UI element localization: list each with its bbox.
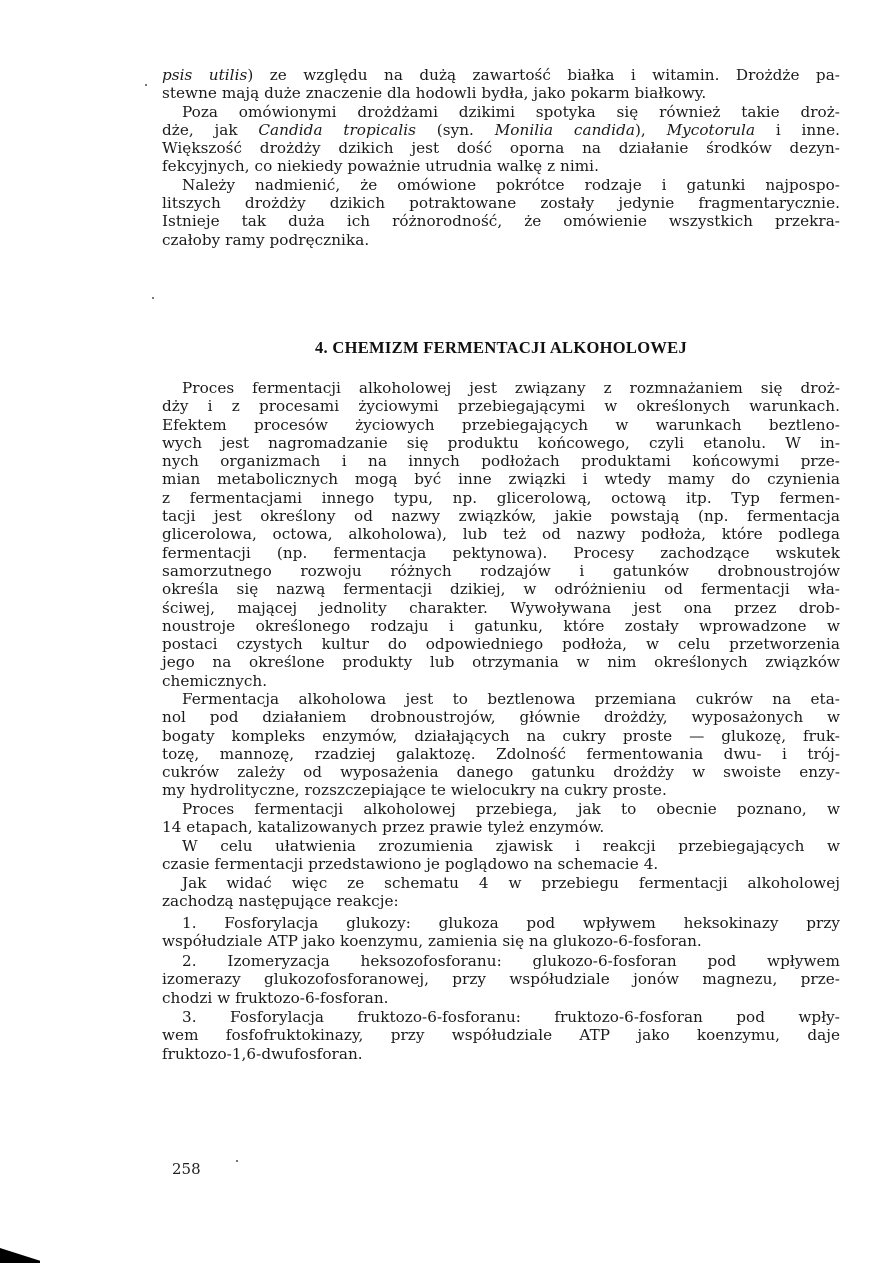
text-line: Proces fermentacji alkoholowej przebiega, jak to obecnie poznano, w [182, 800, 840, 818]
text-line: mian metabolicznych mogą być inne związki i wtedy mamy do czynienia [162, 470, 840, 489]
text-line: Fermentacja alkoholowa jest to beztlenowa przemiana cukrów na eta- [182, 690, 840, 708]
text-fragment: ), [634, 120, 667, 139]
reaction-item-3 [162, 1008, 840, 1063]
species-name-italic: Candida tropicalis [258, 120, 416, 139]
species-name-italic: Mycotorula [666, 120, 756, 139]
intro-paragraph-3 [162, 176, 840, 249]
section-paragraph-2 [162, 690, 840, 800]
text-line: izomerazy glukozofosforanowej, przy współudziale jonów magnezu, prze- [162, 970, 840, 989]
intro-paragraph-2 [162, 103, 840, 176]
text-line: współudziale ATP jako koenzymu, zamienia się na glukozo-6-fosforan. [162, 932, 702, 951]
text-line: tozę, mannozę, rzadziej galaktozę. Zdolność fermentowania dwu- i trój- [162, 744, 840, 763]
text-line: cukrów zależy od wyposażenia danego gatunku drożdży w swoiste enzy- [162, 763, 840, 782]
text-line: glicerolowa, octowa, alkoholowa), lub też od nazwy podłoża, które podlega [162, 525, 840, 544]
text-line: chodzi w fruktozo-6-fosforan. [162, 988, 389, 1007]
text-line: bogaty kompleks enzymów, działających na cukry proste — glukozę, fruk- [162, 726, 840, 745]
text-line: Należy nadmienić, że omówione pokrótce rodzaje i gatunki najpospo- [182, 175, 840, 194]
text-line: z fermentacjami innego typu, np. glicerolową, octową itp. Typ fermen- [162, 488, 840, 507]
text-line: W celu ułatwienia zrozumienia zjawisk i reakcji przebiegających w [182, 837, 840, 855]
text-line: wem fosfofruktokinazy, przy współudziale ATP jako koenzymu, daje [162, 1026, 840, 1045]
text-line: litszych drożdży dzikich potraktowane zostały jedynie fragmentarycznie. [162, 194, 840, 213]
section-heading: 4. CHEMIZM FERMENTACJI ALKOHOLOWEJ [315, 338, 687, 357]
section-paragraph-4 [162, 837, 840, 874]
text-line: fekcyjnych, co niekiedy poważnie utrudnia walkę z nimi. [162, 157, 599, 176]
text-line [162, 66, 840, 84]
text-line: fruktozo-1,6-dwufosforan. [162, 1044, 363, 1063]
text-line [162, 121, 840, 139]
text-line: jego na określone produkty lub otrzymania w nim określonych związków [162, 653, 840, 672]
text-line: samorzutnego rozwoju różnych rodzajów i gatunków drobnoustrojów [162, 561, 840, 580]
text-line: fermentacji (np. fermentacja pektynowa). Procesy zachodzące wskutek [162, 543, 840, 562]
scan-speck [236, 1160, 238, 1162]
scan-edge-mark [0, 1248, 40, 1263]
text-line: noustroje określonego rodzaju i gatunku, które zostały wprowadzone w [162, 616, 840, 635]
reaction-item-1 [162, 914, 840, 951]
text-line: Jak widać więc ze schematu 4 w przebiegu fermentacji alkoholowej [182, 874, 840, 892]
intro-paragraph-1 [162, 66, 840, 103]
scan-speck [145, 84, 147, 86]
text-line: zachodzą następujące reakcje: [162, 892, 399, 911]
text-line: 3. Fosforylacja fruktozo-6-fosforanu: fruktozo-6-fosforan pod wpły- [182, 1008, 840, 1026]
text-line: czasie fermentacji przedstawiono je poglądowo na schemacie 4. [162, 855, 659, 874]
text-fragment: dże, jak [162, 120, 259, 139]
text-line: czałoby ramy podręcznika. [162, 230, 370, 249]
text-line: stewne mają duże znaczenie dla hodowli bydła, jako pokarm białkowy. [162, 84, 707, 103]
species-name-italic: Monilia candida [494, 120, 635, 139]
text-line: wych jest nagromadzanie się produktu końcowego, czyli etanolu. W in- [162, 433, 840, 452]
scan-speck [152, 297, 154, 299]
species-name-italic: psis utilis [162, 66, 248, 84]
text-line: postaci czystych kultur do odpowiedniego podłoża, w celu przetworzenia [162, 635, 840, 654]
section-paragraph-5 [162, 874, 840, 911]
text-line: nol pod działaniem drobnoustrojów, głównie drożdży, wyposażonych w [162, 708, 840, 727]
text-line: 2. Izomeryzacja heksozofosforanu: glukozo-6-fosforan pod wpływem [182, 952, 840, 970]
text-line: 1. Fosforylacja glukozy: glukoza pod wpływem heksokinazy przy [182, 914, 840, 932]
text-fragment: i inne. [755, 120, 840, 139]
text-line: ściwej, mającej jednolity charakter. Wywoływana jest ona przez drob- [162, 598, 840, 617]
text-fragment: ) ze względu na dużą zawartość białka i witamin. Drożdże pa- [247, 66, 840, 84]
text-line: Większość drożdży dzikich jest dość oporna na działanie środków dezyn- [162, 139, 840, 158]
page-number: 258 [172, 1160, 201, 1178]
text-line: nych organizmach i na innych podłożach produktami końcowymi prze- [162, 452, 840, 471]
text-line: określa się nazwą fermentacji dzikiej, w odróżnieniu od fermentacji wła- [162, 580, 840, 599]
reaction-item-2 [162, 952, 840, 1007]
text-line: Efektem procesów życiowych przebiegających w warunkach beztleno- [162, 415, 840, 434]
text-line: my hydrolityczne, rozszczepiające te wielocukry na cukry proste. [162, 781, 667, 800]
text-line: chemicznych. [162, 671, 268, 690]
text-line: tacji jest określony od nazwy związków, jakie powstają (np. fermentacja [162, 507, 840, 526]
text-line: Istnieje tak duża ich różnorodność, że omówienie wszystkich przekra- [162, 212, 840, 231]
text-line: dży i z procesami życiowymi przebiegającymi w określonych warunkach. [162, 397, 840, 416]
text-line: Poza omówionymi drożdżami dzikimi spotyka się również takie droż- [182, 102, 840, 121]
text-line: 14 etapach, katalizowanych przez prawie tyleż enzymów. [162, 818, 605, 837]
section-paragraph-3 [162, 800, 840, 837]
section-paragraph-1 [162, 379, 840, 690]
text-line: Proces fermentacji alkoholowej jest związany z rozmnażaniem się droż- [182, 379, 840, 397]
text-fragment: (syn. [415, 120, 495, 139]
